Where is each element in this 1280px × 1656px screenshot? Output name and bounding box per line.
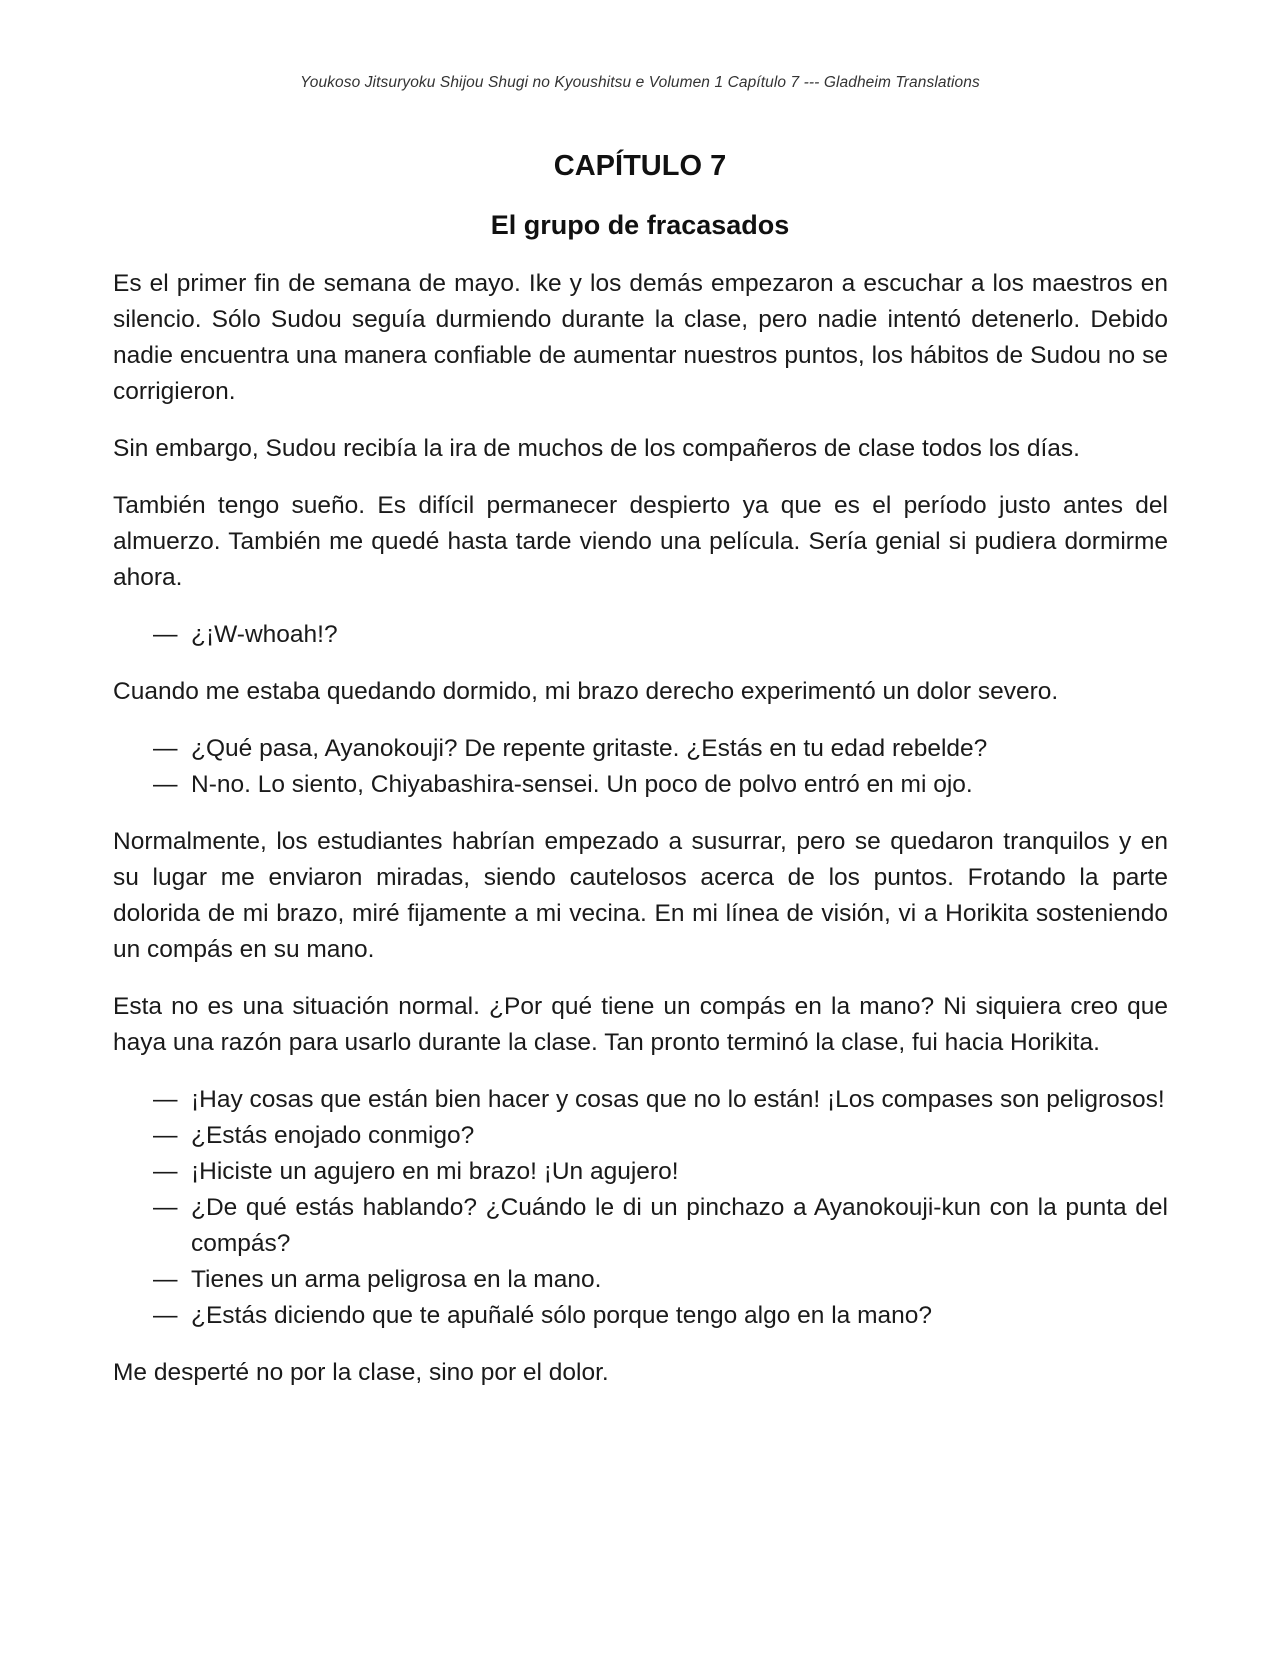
dialogue-line [153, 1082, 1168, 1118]
dialogue-text: ¿Qué pasa, Ayanokouji? De repente gritaste. ¿Estás en tu edad rebelde? [191, 735, 988, 762]
dialogue-text: Tienes un arma peligrosa en la mano. [191, 1266, 602, 1293]
chapter-body [113, 266, 1168, 1412]
dialogue-text: ¿Estás diciendo que te apuñalé sólo porque tengo algo en la mano? [191, 1302, 932, 1329]
dialogue-group [113, 731, 1168, 803]
dialogue-text: ¿¡W-whoah!? [191, 621, 338, 648]
running-header: Youkoso Jitsuryoku Shijou Shugi no Kyoushitsu e Volumen 1 Capítulo 7 --- Gladheim Translations [300, 74, 980, 91]
dialogue-text: N-no. Lo siento, Chiyabashira-sensei. Un poco de polvo entró en mi ojo. [191, 771, 973, 798]
dialogue-group [113, 617, 1168, 653]
paragraph: Me desperté no por la clase, sino por el dolor. [113, 1359, 609, 1386]
dialogue-line [153, 1154, 1168, 1190]
dialogue-line [153, 1190, 1168, 1262]
dialogue-dash: — [153, 771, 178, 798]
paragraph: Normalmente, los estudiantes habrían empezado a susurrar, pero se quedaron tranquilos y en su lugar me enviaron miradas, siendo cautelosos acerca de los puntos. Frotando la parte dolorida de mi brazo, miré fijamente a mi vecina. En mi línea de visión, vi a Horikita sosteniendo un compás en su mano. [113, 828, 1168, 963]
paragraph: Esta no es una situación normal. ¿Por qué tiene un compás en la mano? Ni siquiera creo que haya una razón para usarlo durante la clase. Tan pronto terminó la clase, fui hacia Horikita. [113, 993, 1168, 1056]
dialogue-group [113, 1082, 1168, 1334]
dialogue-line [153, 617, 1168, 653]
paragraph: También tengo sueño. Es difícil permanecer despierto ya que es el período justo antes del almuerzo. También me quedé hasta tarde viendo una película. Sería genial si pudiera dormirme ahora. [113, 492, 1168, 591]
paragraph: Sin embargo, Sudou recibía la ira de muchos de los compañeros de clase todos los días. [113, 435, 1080, 462]
dialogue-text: ¡Hiciste un agujero en mi brazo! ¡Un agujero! [191, 1158, 679, 1185]
dialogue-dash: — [153, 1302, 178, 1329]
dialogue-dash: — [153, 1266, 178, 1293]
chapter-title: CAPÍTULO 7 [553, 150, 727, 182]
dialogue-dash: — [153, 735, 178, 762]
dialogue-text: ¿Estás enojado conmigo? [191, 1122, 475, 1149]
dialogue-line [153, 1262, 1168, 1298]
dialogue-dash: — [153, 1194, 178, 1221]
dialogue-dash: — [153, 1086, 178, 1113]
dialogue-line [153, 1118, 1168, 1154]
dialogue-line [153, 1298, 1168, 1334]
dialogue-text: ¿De qué estás hablando? ¿Cuándo le di un pinchazo a Ayanokouji-kun con la punta del compás? [191, 1194, 1168, 1257]
dialogue-dash: — [153, 621, 178, 648]
paragraph: Es el primer fin de semana de mayo. Ike y los demás empezaron a escuchar a los maestros en silencio. Sólo Sudou seguía durmiendo durante la clase, pero nadie intentó detenerlo. Debido nadie encuentra una manera confiable de aumentar nuestros puntos, los hábitos de Sudou no se corrigieron. [113, 270, 1168, 405]
dialogue-dash: — [153, 1122, 178, 1149]
dialogue-text: ¡Hay cosas que están bien hacer y cosas que no lo están! ¡Los compases son peligrosos! [191, 1086, 1165, 1113]
dialogue-line [153, 731, 1168, 767]
paragraph: Cuando me estaba quedando dormido, mi brazo derecho experimentó un dolor severo. [113, 678, 1059, 705]
chapter-subtitle: El grupo de fracasados [490, 210, 790, 240]
dialogue-line [153, 767, 1168, 803]
dialogue-dash: — [153, 1158, 178, 1185]
